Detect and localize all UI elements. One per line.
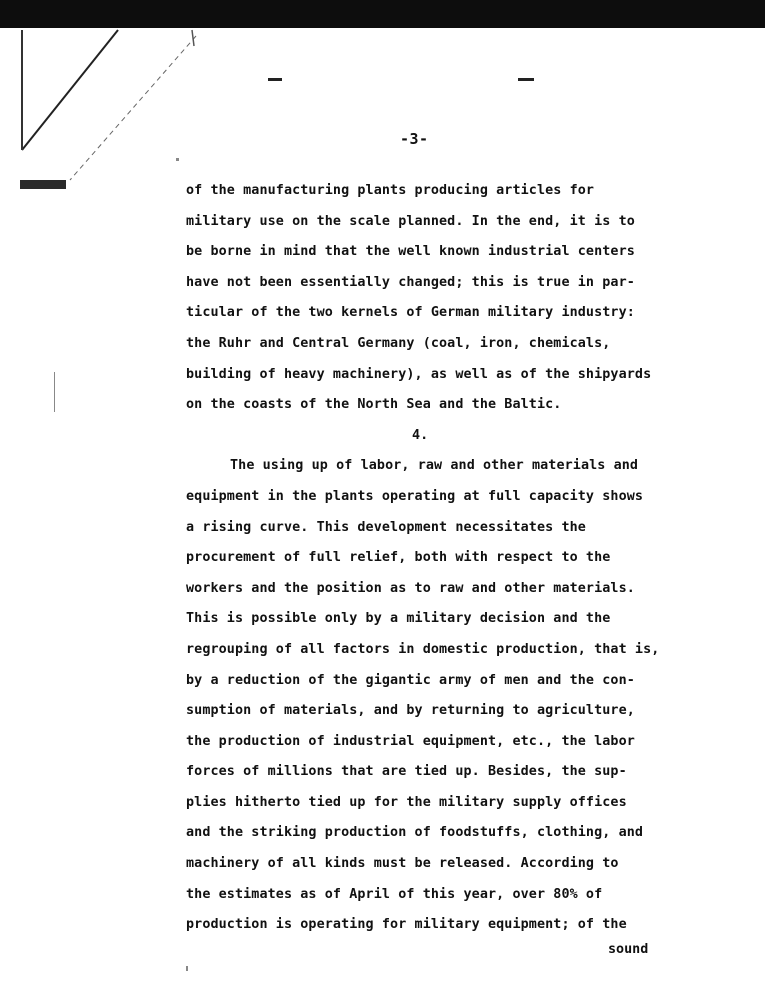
text-line: machinery of all kinds must be released. According to: [186, 856, 619, 872]
folded-corner-mark: [0, 0, 210, 200]
scan-speck: [186, 966, 188, 971]
text-line: on the coasts of the North Sea and the Baltic.: [186, 397, 562, 413]
text-line: production is operating for military equipment; of the: [186, 917, 627, 933]
binder-tab-mark: [20, 180, 66, 189]
page-number: -3-: [400, 130, 429, 148]
text-line: military use on the scale planned. In the end, it is to: [186, 213, 635, 229]
text-line: forces of millions that are tied up. Besides, the sup-: [186, 764, 627, 780]
text-line: equipment in the plants operating at full capacity shows: [186, 488, 644, 504]
text-line: plies hitherto tied up for the military supply offices: [186, 794, 627, 810]
text-line: by a reduction of the gigantic army of men and the con-: [186, 672, 635, 688]
text-line: the production of industrial equipment, etc., the labor: [186, 733, 635, 749]
text-line: workers and the position as to raw and other materials.: [186, 580, 635, 596]
text-line: and the striking production of foodstuffs, clothing, and: [186, 825, 644, 841]
document-body: [186, 176, 726, 941]
text-line: the estimates as of April of this year, over 80% of: [186, 886, 603, 902]
text-line: procurement of full relief, both with respect to the: [186, 550, 611, 566]
punch-mark-left: [268, 78, 282, 81]
catchword: sound: [608, 942, 649, 957]
text-line: ticular of the two kernels of German military industry:: [186, 305, 635, 321]
section-number: 4.: [412, 427, 429, 443]
text-line: the Ruhr and Central Germany (coal, iron, chemicals,: [186, 335, 611, 351]
text-line: of the manufacturing plants producing articles for: [186, 183, 595, 198]
text-line: have not been essentially changed; this is true in par-: [186, 274, 635, 290]
punch-mark-right: [518, 78, 534, 81]
text-line: sumption of materials, and by returning to agriculture,: [186, 703, 635, 719]
scan-speck: [176, 158, 179, 161]
text-line: a rising curve. This development necessitates the: [186, 519, 586, 535]
scan-speck: [54, 372, 55, 412]
text-line: The using up of labor, raw and other materials and: [230, 458, 639, 474]
text-line: This is possible only by a military decision and the: [186, 611, 611, 627]
text-line: regrouping of all factors in domestic production, that is,: [186, 641, 660, 657]
text-line: be borne in mind that the well known industrial centers: [186, 244, 635, 260]
text-line: building of heavy machinery), as well as of the shipyards: [186, 366, 652, 382]
